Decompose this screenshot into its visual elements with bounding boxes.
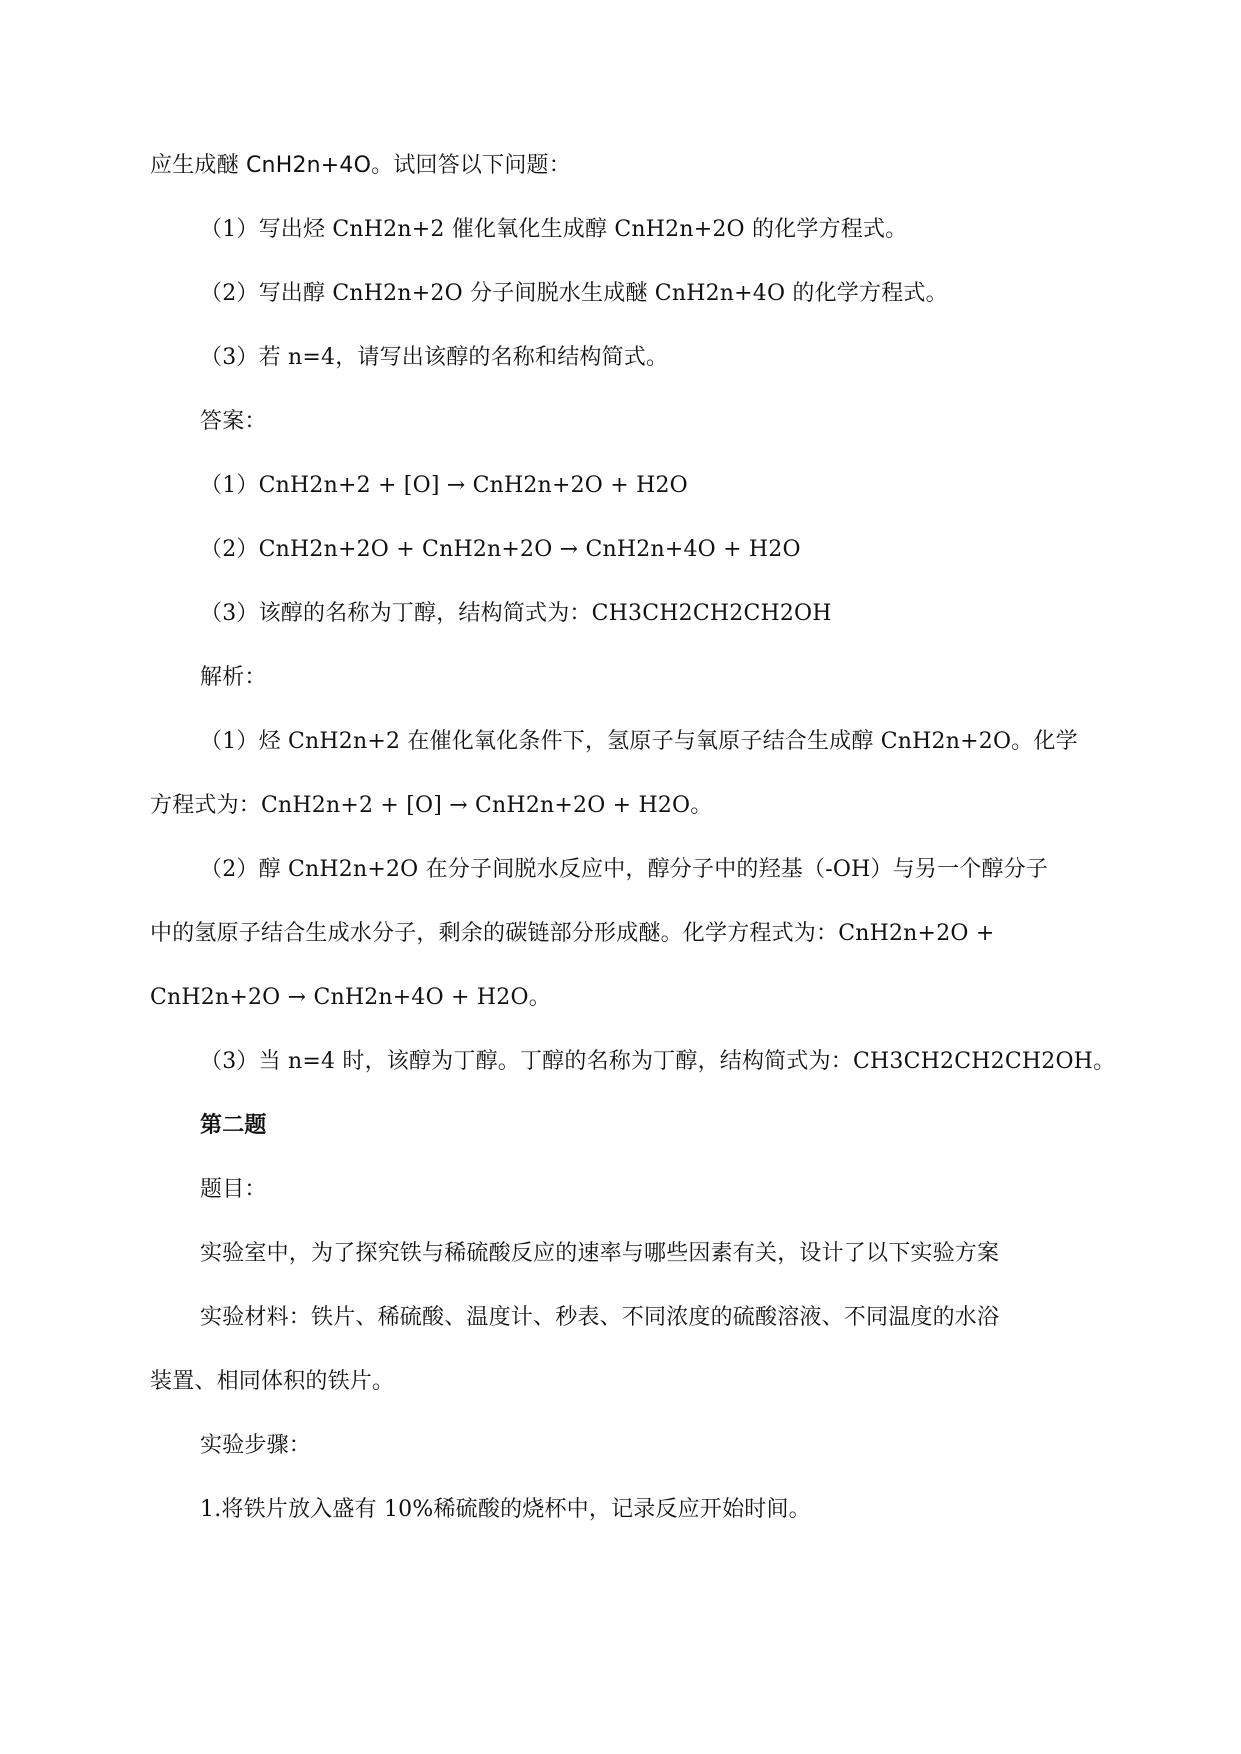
materials-line-2: 装置、相同体积的铁片。	[150, 1369, 395, 1394]
answer-1: （1）CnH2n+2 + [O] → CnH2n+2O + H2O	[200, 473, 688, 498]
answer-3: （3）该醇的名称为丁醇，结构简式为：CH3CH2CH2CH2OH	[200, 601, 832, 626]
answer-heading: 答案：	[200, 409, 267, 434]
section-heading: 第二题	[200, 1113, 267, 1138]
materials-line-1: 实验材料：铁片、稀硫酸、温度计、秒表、不同浓度的硫酸溶液、不同温度的水浴	[200, 1305, 1000, 1330]
text-line: 应生成醚 CnH2n+4O。试回答以下问题：	[150, 153, 571, 178]
steps-heading: 实验步骤：	[200, 1433, 312, 1458]
analysis-1-line-1: （1）烃 CnH2n+2 在催化氧化条件下，氢原子与氧原子结合生成醇 CnH2n+2O。化学	[200, 729, 1078, 754]
analysis-2-line-1: （2）醇 CnH2n+2O 在分子间脱水反应中，醇分子中的羟基（-OH）与另一个醇分子	[200, 857, 1049, 882]
answer-2: （2）CnH2n+2O + CnH2n+2O → CnH2n+4O + H2O	[200, 537, 801, 562]
analysis-2-line-2: 中的氢原子结合生成水分子，剩余的碳链部分形成醚。化学方程式为：CnH2n+2O +	[150, 921, 995, 946]
question-2: （2）写出醇 CnH2n+2O 分子间脱水生成醚 CnH2n+4O 的化学方程式。	[200, 281, 948, 306]
analysis-1-line-2: 方程式为：CnH2n+2 + [O] → CnH2n+2O + H2O。	[150, 793, 713, 818]
analysis-2-line-3: CnH2n+2O → CnH2n+4O + H2O。	[150, 985, 551, 1010]
analysis-3: （3）当 n=4 时，该醇为丁醇。丁醇的名称为丁醇，结构简式为：CH3CH2CH2CH2OH。	[200, 1049, 1116, 1074]
step-1: 1.将铁片放入盛有 10%稀硫酸的烧杯中，记录反应开始时间。	[200, 1497, 811, 1522]
question-3: （3）若 n=4，请写出该醇的名称和结构简式。	[200, 345, 669, 370]
question-1: （1）写出烃 CnH2n+2 催化氧化生成醇 CnH2n+2O 的化学方程式。	[200, 217, 908, 242]
analysis-heading: 解析：	[200, 665, 267, 690]
question-label: 题目：	[200, 1177, 267, 1202]
question-body: 实验室中，为了探究铁与稀硫酸反应的速率与哪些因素有关，设计了以下实验方案	[200, 1241, 1000, 1266]
